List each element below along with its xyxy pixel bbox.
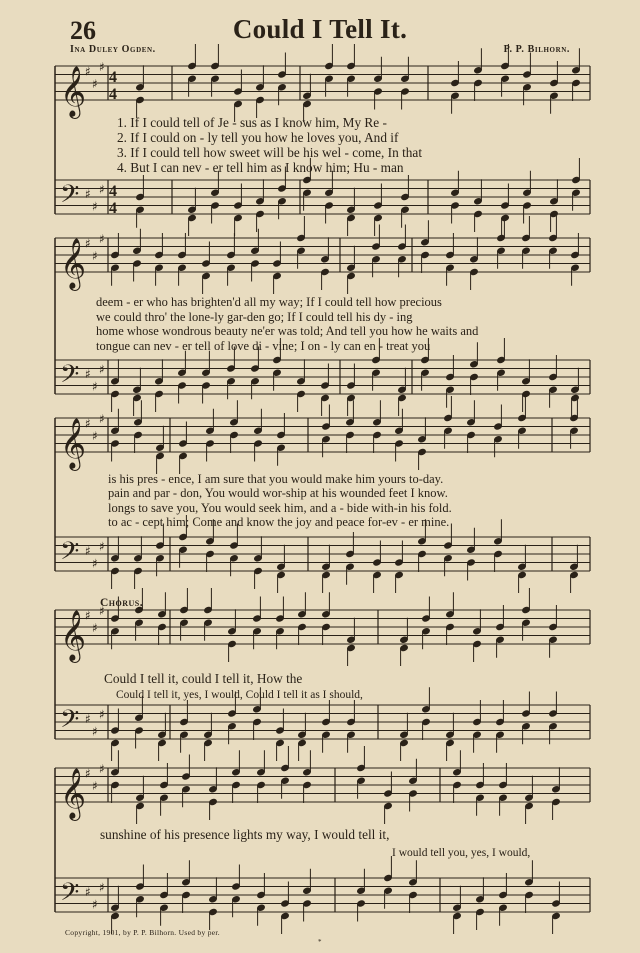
verse-1-line-3: is his pres - ence, I am sure that you would make him yours to-day. xyxy=(108,472,444,486)
treble-clef: 𝄞 xyxy=(60,66,87,117)
sharp-sign: ♯ xyxy=(85,416,91,431)
sharp-sign: ♯ xyxy=(85,711,91,726)
copyright-notice: Copyright, 1901, by P. P. Bilhorn. Used by per. xyxy=(65,928,220,937)
sharp-sign: ♯ xyxy=(85,236,91,251)
sharp-sign: ♯ xyxy=(92,429,98,443)
verse-1-line-2: deem - er who has brighten'd all my way; If I could tell how precious xyxy=(96,295,442,309)
sharp-sign: ♯ xyxy=(85,186,91,201)
sharp-sign: ♯ xyxy=(99,880,105,895)
composer-credit: P. P. Bilhorn. xyxy=(503,44,570,55)
sharp-sign: ♯ xyxy=(99,60,105,74)
verse-2-line-3: pain and par - don, You would wor-ship at his wounded feet I know. xyxy=(108,486,448,500)
sharp-sign: ♯ xyxy=(99,412,105,426)
verse-4-line-2: tongue can nev - er tell of love di - vine; I on - ly can en - treat you xyxy=(96,339,431,353)
sharp-sign: ♯ xyxy=(85,543,91,558)
sharp-sign: ♯ xyxy=(92,556,98,571)
treble-clef: 𝄞 xyxy=(60,418,87,469)
sharp-sign: ♯ xyxy=(99,362,105,377)
verse-4-line-3: to ac - cept him; Come and know the joy and peace for-ev - er mine. xyxy=(108,515,450,529)
sharp-sign: ♯ xyxy=(99,707,105,722)
bass-clef: 𝄢 xyxy=(60,180,80,216)
sharp-sign: ♯ xyxy=(92,77,98,91)
sharp-sign: ♯ xyxy=(92,897,98,912)
time-signature: 4 xyxy=(109,69,117,86)
hymn-title: Could I Tell It. xyxy=(232,14,408,44)
chorus-line-2-soprano: sunshine of his presence lights my way, I would tell it, xyxy=(100,827,390,842)
sharp-sign: ♯ xyxy=(92,621,98,635)
verse-3-line-2: home whose wondrous beauty ne'er was told; And tell you how he waits and xyxy=(96,324,479,338)
sharp-sign: ♯ xyxy=(99,539,105,554)
sharp-sign: ♯ xyxy=(85,884,91,899)
bass-clef: 𝄢 xyxy=(60,360,80,396)
sharp-sign: ♯ xyxy=(92,724,98,739)
lyricist-credit: Ina Duley Ogden. xyxy=(70,44,156,55)
sharp-sign: ♯ xyxy=(85,64,91,79)
sharp-sign: ♯ xyxy=(99,182,105,197)
hymn-number: 26 xyxy=(70,16,96,45)
verse-3-line-3: longs to save you, You would seek him, and a - bide with-in his fold. xyxy=(108,501,452,515)
verse-2-line-2: we could thro' the lone-ly gar-den go; If I could tell his dy - ing xyxy=(96,310,413,324)
sharp-sign: ♯ xyxy=(92,379,98,394)
treble-clef: 𝄞 xyxy=(60,768,87,819)
time-signature: 4 xyxy=(109,183,117,200)
sharp-sign: ♯ xyxy=(85,766,91,781)
chorus-line-1-soprano: Could I tell it, could I tell it, How the xyxy=(104,671,303,686)
footer-mark: * xyxy=(318,938,322,946)
time-signature: 4 xyxy=(109,86,117,103)
sharp-sign: ♯ xyxy=(99,762,105,776)
verse-2-line-1: 2. If I could on - ly tell you how he loves you, And if xyxy=(117,130,399,145)
verse-1-line-1: 1. If I could tell of Je - sus as I know him, My Re - xyxy=(117,115,387,130)
chorus-label: Chorus. xyxy=(100,597,144,609)
chorus-line-1-bass: Could I tell it, yes, I would, Could I tell it as I should, xyxy=(116,689,363,701)
verse-4-line-1: 4. But I can nev - er tell him as I know him; Hu - man xyxy=(117,160,404,175)
verse-3-line-1: 3. If I could tell how sweet will be his wel - come, In that xyxy=(117,145,423,160)
chorus-line-2-bass: I would tell you, yes, I would, xyxy=(392,847,531,859)
bass-clef: 𝄢 xyxy=(60,878,80,914)
sharp-sign: ♯ xyxy=(85,608,91,623)
treble-clef: 𝄞 xyxy=(60,238,87,289)
sharp-sign: ♯ xyxy=(85,366,91,381)
sharp-sign: ♯ xyxy=(92,199,98,214)
treble-clef: 𝄞 xyxy=(60,610,87,661)
bass-clef: 𝄢 xyxy=(60,537,80,573)
sharp-sign: ♯ xyxy=(99,232,105,246)
time-signature: 4 xyxy=(109,200,117,217)
sharp-sign: ♯ xyxy=(92,779,98,793)
bass-clef: 𝄢 xyxy=(60,705,80,741)
sharp-sign: ♯ xyxy=(99,604,105,618)
sharp-sign: ♯ xyxy=(92,249,98,263)
